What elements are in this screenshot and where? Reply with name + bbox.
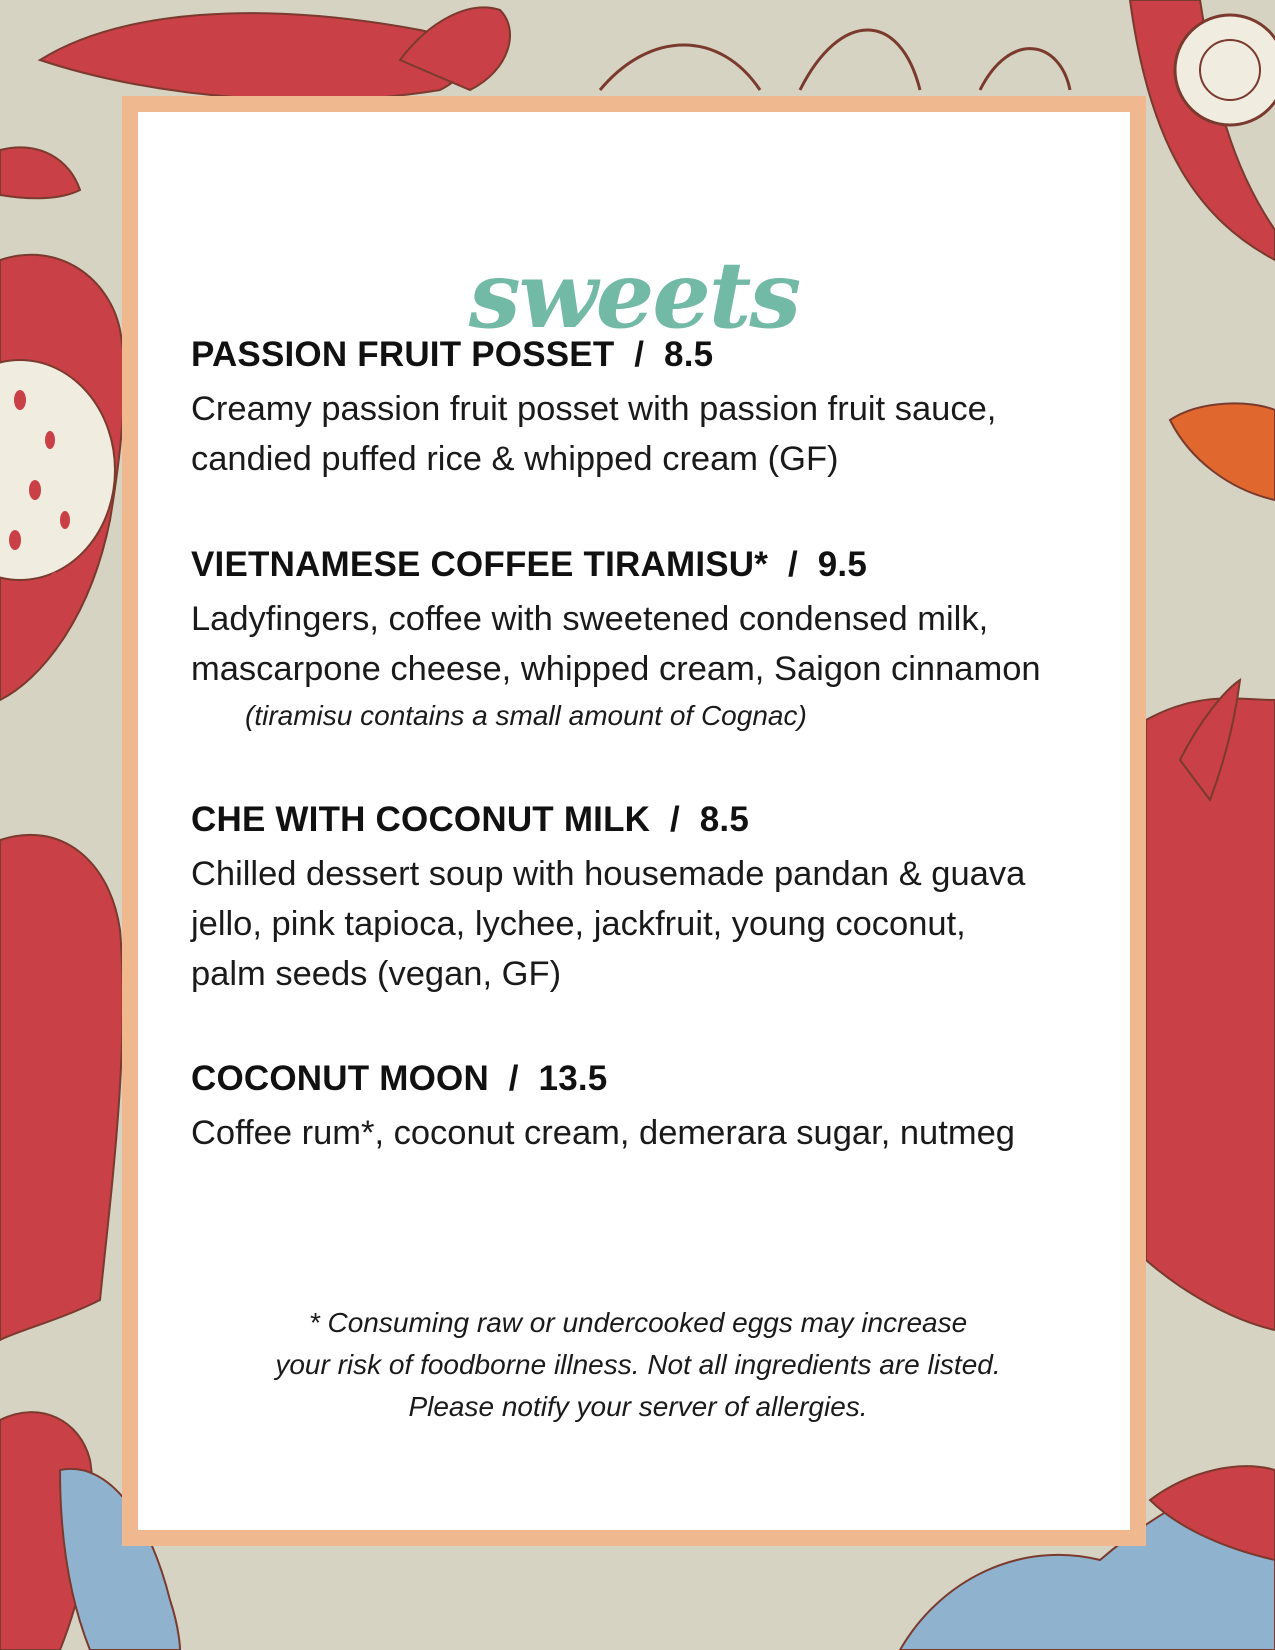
- red-leaf-top-left: [40, 13, 465, 100]
- red-leaf-left: [0, 835, 123, 1340]
- menu-item-title: COCONUT MOON / 13.5: [191, 1059, 608, 1098]
- menu-item-che-with-coconut-milk: [191, 795, 1091, 999]
- description-line: jello, pink tapioca, lychee, jackfruit, young coconut,: [191, 905, 966, 943]
- menu-title: sweets: [468, 241, 800, 349]
- menu-item-coconut-moon: [191, 1054, 1091, 1158]
- outline-leaf-top-3: [980, 49, 1070, 90]
- footnote-line: * Consuming raw or undercooked eggs may increase: [308, 1307, 968, 1338]
- menu-item-description: [191, 594, 1091, 694]
- dragon-fruit-spike-left: [0, 147, 80, 198]
- footnote-line: Please notify your server of allergies.: [408, 1391, 868, 1422]
- menu-item-title: CHE WITH COCONUT MILK / 8.5: [191, 800, 750, 839]
- description-line: candied puffed rice & whipped cream (GF): [191, 440, 839, 478]
- description-line: Coffee rum*, coconut cream, demerara sugar, nutmeg: [191, 1114, 1015, 1152]
- description-line: palm seeds (vegan, GF): [191, 955, 562, 993]
- menu-item-title: VIETNAMESE COFFEE TIRAMISU* / 9.5: [191, 545, 867, 584]
- menu-item-description: [191, 384, 1091, 484]
- menu-item-passion-fruit-posset: [191, 330, 1091, 484]
- description-line: Ladyfingers, coffee with sweetened condensed milk,: [191, 600, 989, 638]
- description-line: Chilled dessert soup with housemade pandan & guava: [191, 855, 1026, 893]
- allergy-footnote: [198, 1302, 1078, 1428]
- menu-item-note: (tiramisu contains a small amount of Cognac): [245, 700, 807, 731]
- menu-item-description: [191, 849, 1091, 999]
- menu-item-description: [191, 1108, 1091, 1158]
- orange-leaf-right: [1170, 403, 1275, 500]
- outline-leaf-top: [600, 45, 760, 90]
- outline-leaf-top-2: [800, 30, 920, 90]
- description-line: mascarpone cheese, whipped cream, Saigon cinnamon: [191, 650, 1041, 688]
- menu-item-title: PASSION FRUIT POSSET / 8.5: [191, 335, 714, 374]
- description-line: Creamy passion fruit posset with passion fruit sauce,: [191, 390, 997, 428]
- menu-card: [138, 112, 1130, 1530]
- footnote-line: your risk of foodborne illness. Not all ingredients are listed.: [275, 1349, 1001, 1380]
- menu-item-vietnamese-coffee-tiramisu: [191, 540, 1091, 738]
